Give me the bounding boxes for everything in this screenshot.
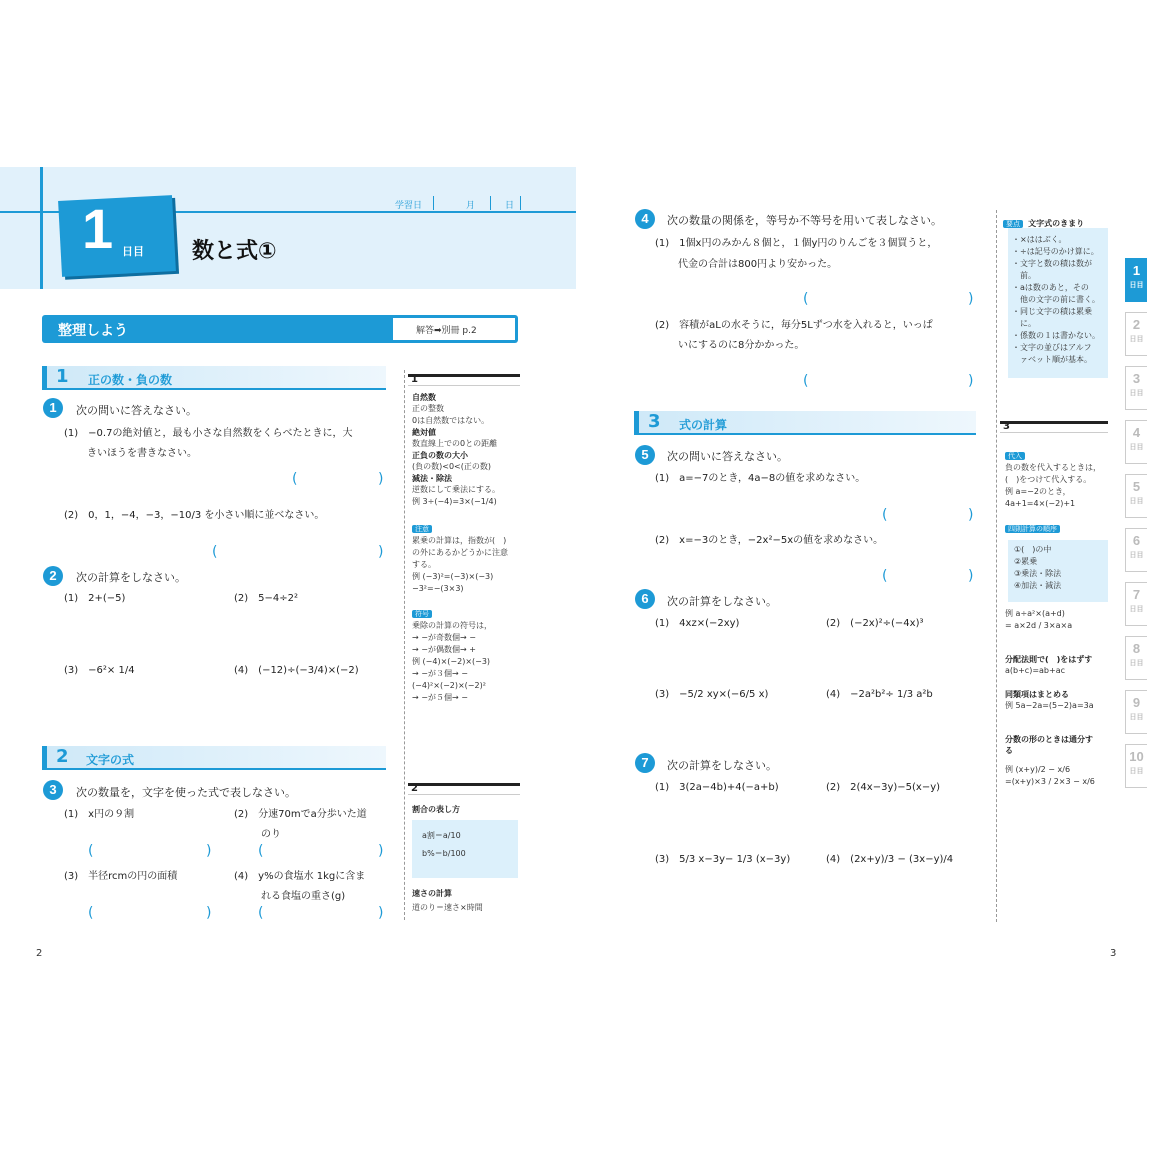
note-line: 例 (x+y)/2 − x/6 (1005, 765, 1071, 774)
answer-paren-open: ( (88, 905, 94, 921)
tab-unit: 日目 (1129, 336, 1144, 343)
problem-instruction: 次の計算をしなさい。 (667, 759, 777, 772)
note-line: ・文字の並びはアルフ (1012, 343, 1092, 352)
question-text: (3) 5/3 x−3y− 1/3 (x−3y) (655, 854, 791, 865)
answer-ref: 解答➡別冊 p.2 (416, 326, 477, 336)
note-line: ・÷は記号のかけ算に。 (1012, 247, 1099, 256)
problem-instruction: 次の問いに答えなさい。 (76, 404, 197, 417)
section-number: 2 (56, 746, 69, 767)
note-line: 例 (−4)×(−2)×(−3) (412, 657, 491, 666)
note-line: b%＝b/100 (422, 849, 466, 858)
note-heading: 速さの計算 (412, 889, 452, 898)
tab-unit: 日目 (1129, 660, 1144, 667)
question-text: (2) x=−3のとき，−2x²−5xの値を求めなさい。 (655, 535, 884, 546)
section-number: 1 (56, 366, 69, 387)
section-number: 3 (648, 411, 661, 432)
tab-unit: 日目 (1129, 282, 1144, 289)
day-badge (58, 195, 176, 277)
problem-number: 2 (43, 566, 63, 586)
tab-unit: 日目 (1129, 714, 1144, 721)
question-text: (1) −0.7の絶対値と，最も小さな自然数をくらべたときに，大 (64, 428, 353, 439)
problem-number: 5 (635, 445, 655, 465)
note-line: 0は自然数ではない。 (412, 416, 490, 425)
tab-number: 5 (1132, 479, 1141, 494)
tab-number: 2 (1132, 317, 1141, 332)
tab-number: 4 (1132, 425, 1141, 440)
tab-unit: 日目 (1129, 768, 1144, 775)
note-line: 数直線上での0との距離 (412, 439, 498, 448)
note-line: 逆数にして乗法にする。 (412, 485, 500, 494)
answer-paren-open: ( (803, 373, 809, 389)
question-text: (3) −6²× 1/4 (64, 665, 135, 676)
note-line: 道のり＝速さ×時間 (412, 903, 483, 912)
day-number: 1 (82, 197, 114, 260)
problem-instruction: 次の数量の関係を，等号か不等号を用いて表しなさい。 (667, 214, 942, 227)
note-line: ァベット順が基本。 (1012, 355, 1092, 364)
note-heading: 絶対値 (412, 428, 436, 437)
question-text: (3) 半径rcmの円の面積 (64, 871, 178, 882)
tab-day-2[interactable] (1125, 312, 1147, 356)
note-tag: 代入 (1005, 452, 1025, 460)
tab-number: 10 (1129, 749, 1144, 764)
problem-number: 7 (635, 753, 655, 773)
sidenote-header (1000, 421, 1108, 433)
question-text: (2) 容積がaLの水そうに，毎分5Lずつ水を入れると，いっぱ (655, 320, 933, 331)
tab-number: 8 (1132, 641, 1141, 656)
note-line: 例 5a−2a=(5−2)a=3a (1005, 701, 1094, 710)
problem-instruction: 次の数量を，文字を使った式で表しなさい。 (76, 786, 296, 799)
note-line: 累乗の計算は，指数が( ) (412, 536, 507, 545)
note-heading: 分数の形のときは通分す (1005, 735, 1093, 744)
note-tag: 要点 (1003, 220, 1023, 228)
problem-number: 6 (635, 589, 655, 609)
note-line: → −が３個→ − (412, 669, 468, 678)
question-text: (1) 4xz×(−2xy) (655, 618, 740, 629)
ratio-box (412, 820, 518, 878)
date-divider (433, 196, 434, 210)
note-line: ③乗法・除法 (1014, 569, 1062, 578)
problem-number: 4 (635, 209, 655, 229)
answer-paren-close: ) (968, 507, 974, 523)
page-title: 数と式① (192, 239, 277, 264)
answer-paren-open: ( (292, 471, 298, 487)
tab-unit: 日目 (1129, 606, 1144, 613)
note-line: =(x+y)×3 / 2×3 − x/6 (1005, 777, 1095, 786)
study-date-label: 学習日 (395, 201, 423, 211)
problem-number: 3 (43, 780, 63, 800)
tab-day-3[interactable] (1125, 366, 1147, 410)
note-line: ( )をつけて代入する。 (1005, 475, 1092, 484)
note-line: −3²=−(3×3) (412, 584, 464, 593)
note-line: ・×ははぶく。 (1012, 235, 1067, 244)
note-line: = a×2d / 3×a×a (1005, 621, 1073, 630)
date-divider (490, 196, 491, 210)
answer-paren-close: ) (378, 843, 384, 859)
note-tag: 四則計算の順序 (1005, 525, 1060, 533)
question-text: (1) 1個x円のみかん８個と，１個y円のりんごを３個買うと， (655, 238, 938, 249)
tab-day-9[interactable] (1125, 690, 1147, 734)
month-label: 月 (466, 201, 476, 211)
question-text: (2) 5−4÷2² (234, 593, 299, 604)
question-text: れる食塩の重さ(g) (261, 891, 346, 902)
question-text: (4) y%の食塩水 1kgに含ま (234, 871, 366, 882)
note-line: ・係数の１は書かない。 (1012, 331, 1100, 340)
note-line: ・同じ文字の積は累乗 (1012, 307, 1092, 316)
question-text: きいほうを書きなさい。 (87, 448, 197, 459)
note-line: 4a+1=4×(−2)+1 (1005, 499, 1076, 508)
note-line: に。 (1012, 319, 1036, 328)
sidenote-header (408, 374, 520, 386)
page-number-right: 3 (1110, 948, 1117, 959)
tab-number: 1 (1132, 263, 1141, 278)
question-text: (2) (−2x)²÷(−4x)³ (826, 618, 924, 629)
tab-day-6[interactable] (1125, 528, 1147, 572)
note-line: ④加法・減法 (1014, 581, 1062, 590)
note-line: 例 (−3)²=(−3)×(−3) (412, 572, 494, 581)
sidenote-number: 2 (411, 783, 418, 794)
question-text: いにするのに8分かかった。 (678, 340, 805, 351)
side-divider (404, 370, 405, 920)
note-line: 乗除の計算の符号は， (412, 621, 492, 630)
note-heading: 自然数 (412, 393, 436, 402)
rules-box (1008, 228, 1108, 378)
answer-paren-open: ( (882, 568, 888, 584)
question-text: (4) −2a²b²÷ 1/3 a²b (826, 689, 933, 700)
tab-unit: 日目 (1129, 498, 1144, 505)
note-line: 正の整数 (412, 404, 444, 413)
answer-paren-open: ( (803, 291, 809, 307)
question-text: (2) 分速70mでa分歩いた道 (234, 809, 367, 820)
answer-paren-open: ( (882, 507, 888, 523)
sidenote-3-more (1005, 608, 1095, 788)
note-tag: 注意 (412, 525, 432, 533)
answer-paren-open: ( (212, 544, 218, 560)
note-line: a(b+c)=ab+ac (1005, 666, 1066, 675)
note-line: 負の数を代入するときは， (1005, 463, 1101, 472)
header-vertical-rule (40, 167, 43, 289)
tab-unit: 日目 (1129, 552, 1144, 559)
answer-paren-close: ) (378, 905, 384, 921)
section-title: 文字の式 (86, 753, 135, 767)
tab-day-7[interactable] (1125, 582, 1147, 626)
tab-day-10[interactable] (1125, 744, 1147, 788)
note-line: → −が偶数個→ + (412, 645, 476, 654)
problem-instruction: 次の計算をしなさい。 (76, 571, 186, 584)
answer-paren-close: ) (968, 568, 974, 584)
note-line: 前。 (1012, 271, 1036, 280)
note-line: → −が５個→ − (412, 693, 468, 702)
question-text: (3) −5/2 xy×(−6/5 x) (655, 689, 769, 700)
note-heading: 文字式のきまり (1028, 219, 1085, 228)
question-text: のり (261, 829, 281, 840)
answer-paren-open: ( (258, 843, 264, 859)
question-text: (1) 2+(−5) (64, 593, 126, 604)
problem-instruction: 次の計算をしなさい。 (667, 595, 777, 608)
question-text: (1) a=−7のとき，4a−8の値を求めなさい。 (655, 473, 866, 484)
note-heading: 分配法則で( )をはずす (1005, 655, 1093, 664)
note-line: a割＝a/10 (422, 831, 461, 840)
review-title: 整理しよう (58, 323, 128, 339)
answer-paren-open: ( (258, 905, 264, 921)
sidenote-number: 3 (1003, 421, 1010, 432)
note-line: 他の文字の前に書く。 (1012, 295, 1100, 304)
note-line: ②累乗 (1014, 557, 1038, 566)
note-line: 例 a=−2のとき， (1005, 487, 1071, 496)
question-text: (4) (−12)÷(−3/4)×(−2) (234, 665, 359, 676)
answer-paren-close: ) (378, 471, 384, 487)
sidenote-3 (1005, 443, 1101, 535)
note-line: (負の数)<0<(正の数) (412, 462, 491, 471)
sidenote-1 (412, 392, 508, 704)
answer-paren-close: ) (968, 373, 974, 389)
section-title: 式の計算 (679, 418, 728, 432)
note-line: (−4)²×(−2)×(−2)² (412, 681, 486, 690)
note-line: の外にあるかどうかに注意 (412, 548, 508, 557)
question-text: (1) x円の９割 (64, 809, 135, 820)
tab-day-8[interactable] (1125, 636, 1147, 680)
answer-paren-close: ) (206, 843, 212, 859)
tab-unit: 日目 (1129, 444, 1144, 451)
day-label: 日 (505, 201, 515, 211)
section-title: 正の数・負の数 (88, 373, 173, 387)
answer-paren-close: ) (968, 291, 974, 307)
note-line: する。 (412, 560, 436, 569)
sidenote-number: 1 (411, 374, 418, 385)
order-box (1008, 540, 1108, 602)
note-line: ①( )の中 (1014, 545, 1052, 554)
tab-number: 6 (1132, 533, 1141, 548)
answer-paren-open: ( (88, 843, 94, 859)
note-line: ・aは数のあと，その (1012, 283, 1089, 292)
question-text: 代金の合計は800円より安かった。 (678, 259, 838, 270)
note-heading: る (1005, 746, 1013, 755)
note-heading: 同類項はまとめる (1005, 690, 1069, 699)
note-heading: 正負の数の大小 (412, 451, 468, 460)
tab-day-4[interactable] (1125, 420, 1147, 464)
note-tag: 符号 (412, 610, 432, 618)
tab-number: 9 (1132, 695, 1141, 710)
page-number-left: 2 (36, 948, 43, 959)
tab-number: 3 (1132, 371, 1141, 386)
answer-paren-close: ) (378, 544, 384, 560)
note-line: 例 3÷(−4)=3×(−1/4) (412, 497, 497, 506)
note-line: 例 a÷a²×(a+d) (1005, 609, 1065, 618)
note-line: → −が奇数個→ − (412, 633, 476, 642)
answer-paren-close: ) (206, 905, 212, 921)
date-divider (520, 196, 521, 210)
day-unit: 日目 (122, 245, 144, 258)
note-line: ・文字と数の積は数が (1012, 259, 1092, 268)
problem-instruction: 次の問いに答えなさい。 (667, 450, 788, 463)
question-text: (1) 3(2a−4b)+4(−a+b) (655, 782, 779, 793)
tab-day-1[interactable] (1125, 258, 1147, 302)
tab-number: 7 (1132, 587, 1141, 602)
question-text: (2) 0，1，−4，−3，−10/3 を小さい順に並べなさい。 (64, 510, 325, 521)
question-text: (4) (2x+y)/3 − (3x−y)/4 (826, 854, 954, 865)
note-heading: 減法・除法 (412, 474, 452, 483)
tab-day-5[interactable] (1125, 474, 1147, 518)
question-text: (2) 2(4x−3y)−5(x−y) (826, 782, 941, 793)
sidenote-header (408, 783, 520, 795)
side-divider (996, 210, 997, 922)
note-heading: 割合の表し方 (412, 805, 460, 814)
problem-number: 1 (43, 398, 63, 418)
tab-unit: 日目 (1129, 390, 1144, 397)
